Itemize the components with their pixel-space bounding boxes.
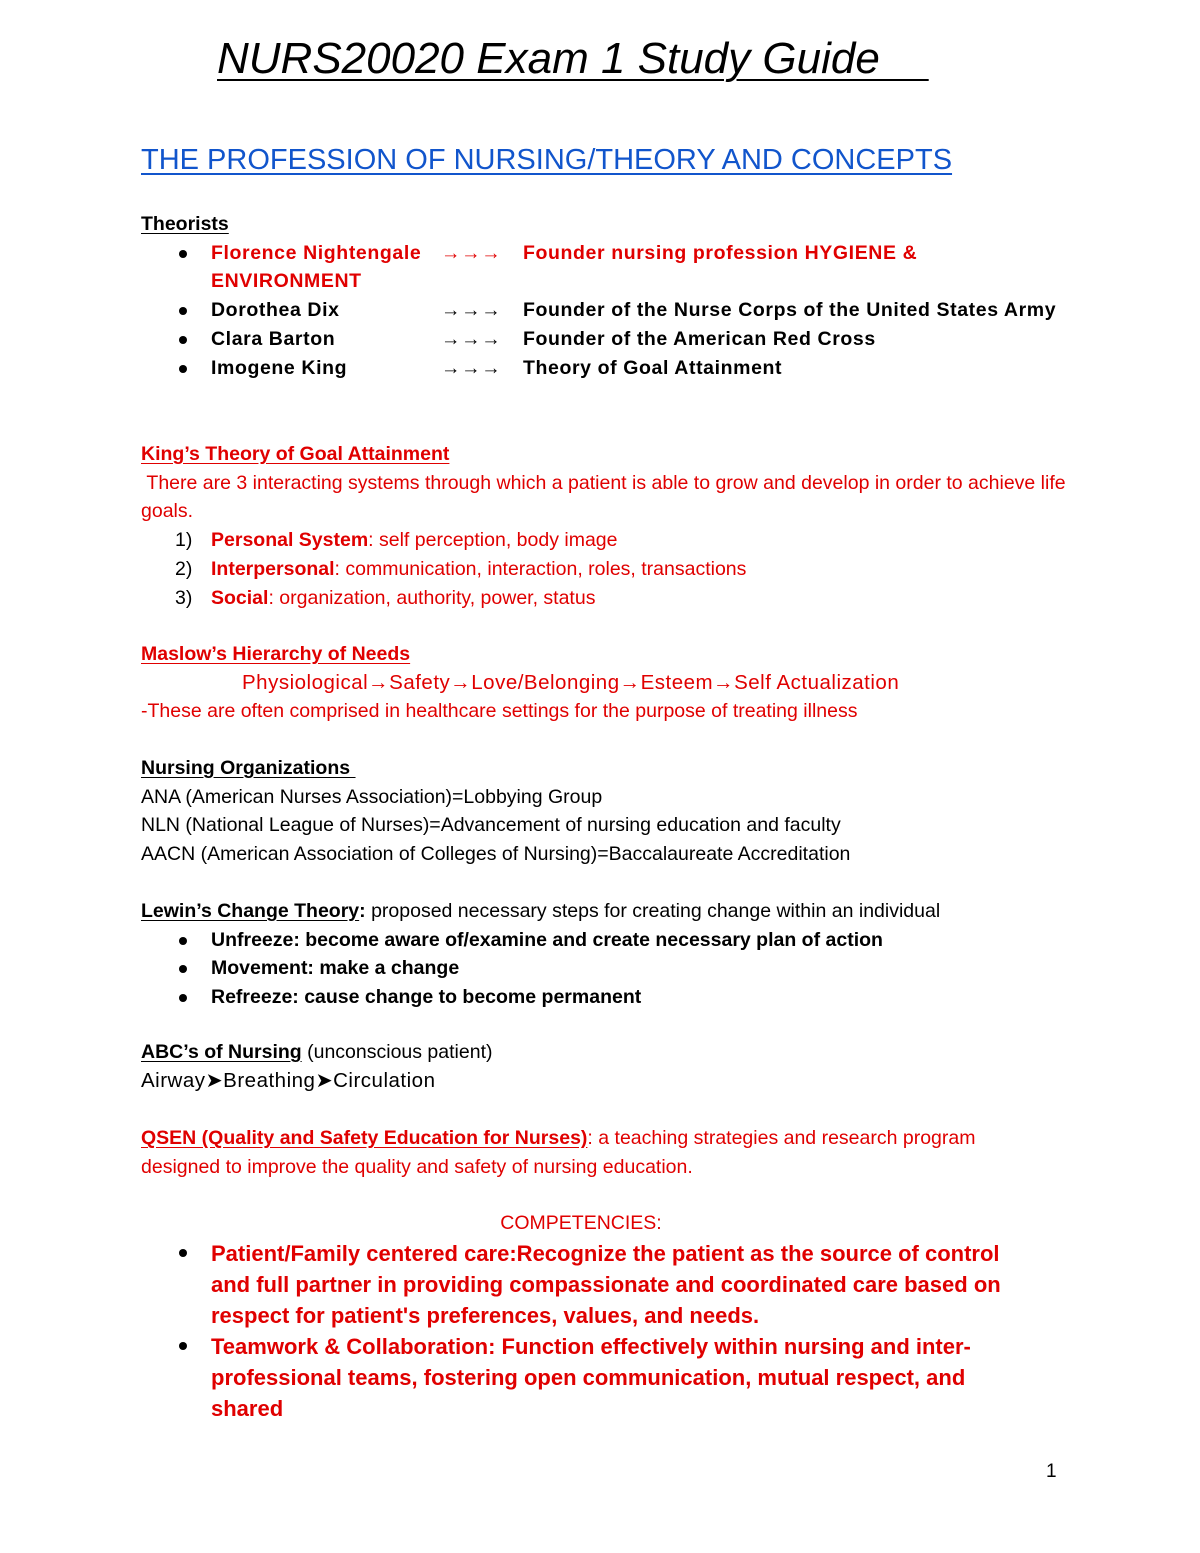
competency-term: Patient/Family centered care <box>211 1241 510 1267</box>
competency-term: Teamwork & Collaboration: <box>211 1334 496 1360</box>
list-item: Unfreeze: become aware of/examine and create necessary plan of action <box>141 926 1071 955</box>
orgs-heading: Nursing Organizations <box>141 757 356 779</box>
list-item <box>141 555 1071 584</box>
abc-desc: (unconscious patient) <box>301 1041 493 1063</box>
king-heading: King’s Theory of Goal Attainment <box>141 443 450 465</box>
maslow-heading: Maslow’s Hierarchy of Needs <box>141 643 411 665</box>
qsen-desc: : a teaching strategies and research program designed to improve the quality and safety of nursing education. <box>141 1127 976 1178</box>
lewin-colon: : <box>359 900 366 922</box>
king-desc: : self perception, body image <box>368 529 618 552</box>
theorist-desc: Founder of the Nurse Corps of the United States Army <box>523 299 1057 322</box>
arrow-icon: →→→ <box>441 299 502 322</box>
theorist-desc: Founder of the American Red Cross <box>523 327 876 350</box>
theorists-heading: Theorists <box>141 213 229 235</box>
lewin-section <box>141 897 1071 1012</box>
king-term: Personal System <box>211 529 369 552</box>
abc-section <box>141 1038 1071 1095</box>
list-number: 1) <box>175 529 193 552</box>
competency-desc: :Recognize the patient as the source of control and full partner in providing compassionate and coordinated care based on respect for patient's preferences, values, and needs. <box>211 1241 1001 1329</box>
org-item: NLN (National League of Nurses)=Advancement of nursing education and faculty <box>141 814 841 837</box>
page-number: 1 <box>1046 1461 1057 1482</box>
list-item <box>141 354 1071 383</box>
list-item <box>141 239 1071 296</box>
lewin-heading: Lewin’s Change Theory <box>141 900 360 922</box>
list-item <box>141 296 1071 325</box>
competencies-label: COMPETENCIES: <box>500 1212 662 1235</box>
list-item <box>141 584 1071 613</box>
list-item <box>141 1331 1041 1424</box>
king-section <box>141 440 1071 612</box>
theorists-list <box>141 239 1071 383</box>
abc-sequence: Airway➤Breathing➤Circulation <box>141 1068 436 1092</box>
maslow-section <box>141 640 1071 726</box>
list-item <box>141 526 1071 555</box>
qsen-heading: QSEN (Quality and Safety Education for Nurses) <box>141 1127 588 1149</box>
lewin-line <box>141 897 1071 926</box>
king-intro: There are 3 interacting systems through which a patient is able to grow and develop in order to achieve life goals. <box>141 471 1072 523</box>
king-desc: : organization, authority, power, status <box>268 586 596 609</box>
list-number: 2) <box>175 557 193 580</box>
list-item <box>141 325 1071 354</box>
theorist-name: Clara Barton <box>211 327 336 350</box>
king-term: Social <box>211 586 269 609</box>
abc-heading: ABC’s of Nursing <box>141 1041 302 1063</box>
arrow-icon: →→→ <box>441 241 502 264</box>
king-term: Interpersonal <box>211 557 335 580</box>
theorists-section <box>141 210 1071 382</box>
abc-line <box>141 1038 1071 1067</box>
list-item: Refreeze: cause change to become permanent <box>141 983 1071 1012</box>
theorist-name: Imogene King <box>211 356 348 379</box>
list-number: 3) <box>175 586 193 609</box>
competency-desc: Function effectively within nursing and inter-professional teams, fostering open communication, mutual respect, and shared <box>211 1334 971 1422</box>
maslow-note: -These are often comprised in healthcare settings for the purpose of treating illness <box>141 700 858 723</box>
lewin-list <box>141 926 1071 1012</box>
theorist-name: Dorothea Dix <box>211 299 340 322</box>
document-title: NURS20020 Exam 1 Study Guide <box>217 34 929 83</box>
theorist-desc: Theory of Goal Attainment <box>523 356 783 379</box>
arrow-icon: →→→ <box>441 327 502 350</box>
maslow-sequence: Physiological→Safety→Love/Belonging→Esteem→Self Actualization <box>242 670 900 694</box>
lewin-desc: proposed necessary steps for creating change within an individual <box>365 900 941 922</box>
org-item: ANA (American Nurses Association)=Lobbying Group <box>141 785 603 808</box>
list-item: Movement: make a change <box>141 954 1071 983</box>
list-item <box>141 1238 1041 1331</box>
theorist-desc: Founder nursing profession HYGIENE & ENVIRONMENT <box>211 241 918 293</box>
qsen-section <box>141 1124 1021 1424</box>
king-desc: : communication, interaction, roles, transactions <box>334 557 747 580</box>
arrow-icon: →→→ <box>441 356 502 379</box>
king-list <box>141 526 1071 612</box>
qsen-line <box>141 1124 1021 1181</box>
section-heading: THE PROFESSION OF NURSING/THEORY AND CONCEPTS <box>141 144 953 176</box>
theorist-name: Florence Nightengale <box>211 241 422 264</box>
orgs-section <box>141 754 1071 869</box>
org-item: AACN (American Association of Colleges of Nursing)=Baccalaureate Accreditation <box>141 843 851 866</box>
competencies-list <box>141 1238 1041 1424</box>
